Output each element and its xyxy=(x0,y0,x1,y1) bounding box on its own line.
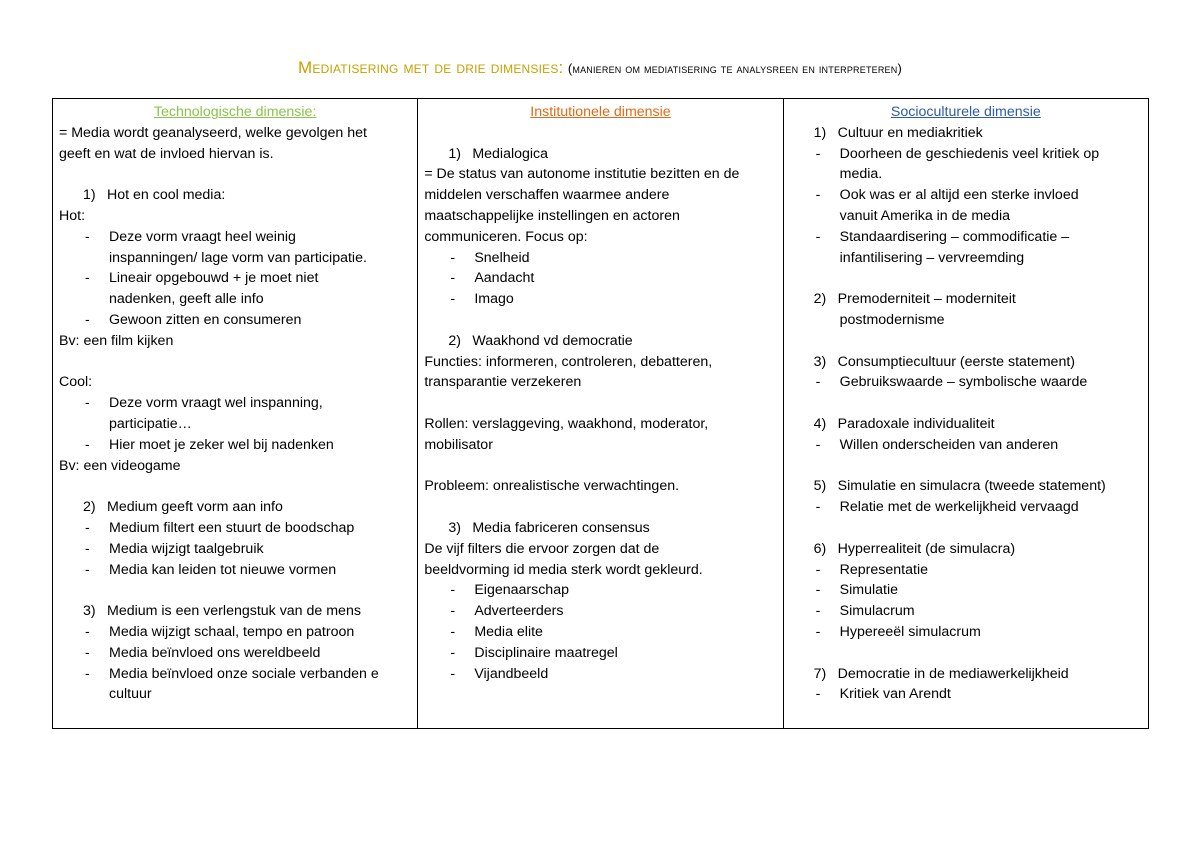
item-number: 1) xyxy=(813,124,827,141)
item-text: Hypereeël simulacrum xyxy=(839,623,981,640)
text-line: maatschappelijke instellingen en actoren xyxy=(424,207,680,224)
item-text: Representatie xyxy=(839,561,928,578)
spacer xyxy=(790,268,1142,289)
item-text: Hot en cool media: xyxy=(107,187,226,204)
dash-bullet-icon: - xyxy=(815,187,821,204)
dash-bullet-icon: - xyxy=(450,665,456,682)
text-line: transparantie verzekeren xyxy=(424,374,582,391)
continuation-line: participatie… xyxy=(109,415,192,432)
item-text: Premoderniteit – moderniteit xyxy=(837,291,1016,308)
text-line: beeldvorming id media sterk wordt gekleurd. xyxy=(424,561,703,578)
text-line: = De status van autonome institutie bezitten en de xyxy=(424,166,740,183)
item-text: Democratie in de mediawerkelijkheid xyxy=(837,665,1069,682)
item-number: 5) xyxy=(813,478,827,495)
item-number: 4) xyxy=(813,415,827,432)
spacer xyxy=(424,456,776,477)
dash-bullet-icon: - xyxy=(85,519,90,536)
title-main: Mediatisering met de drie dimensies: xyxy=(298,58,564,77)
dash-bullet-icon: - xyxy=(815,499,821,516)
item-text: Medium filtert een stuurt de boodschap xyxy=(109,519,355,536)
numbered-item xyxy=(424,331,776,352)
dash-bullet-icon: - xyxy=(815,623,821,640)
column-body xyxy=(59,123,411,705)
continuation-line: infantilisering – vervreemding xyxy=(839,249,1025,266)
title-subtitle: (manieren om mediatisering te analysreen en interpreteren) xyxy=(567,61,902,76)
item-text: Kritiek van Arendt xyxy=(839,686,951,703)
continuation-line: nadenken, geeft alle info xyxy=(109,291,264,308)
item-text: Simulatie xyxy=(839,582,899,599)
bullet-item xyxy=(59,518,411,539)
numbered-item xyxy=(790,539,1142,560)
dash-bullet-icon: - xyxy=(85,270,90,287)
text-line: Bv: een film kijken xyxy=(59,332,174,349)
text-line: Rollen: verslaggeving, waakhond, moderator, xyxy=(424,415,709,432)
item-text: Cultuur en mediakritiek xyxy=(837,124,983,141)
bullet-item xyxy=(424,289,776,310)
numbered-item xyxy=(424,518,776,539)
item-text: Waakhond vd democratie xyxy=(472,332,633,349)
item-text: Media elite xyxy=(474,623,543,640)
item-number: 3) xyxy=(83,603,96,620)
dash-bullet-icon: - xyxy=(815,145,821,162)
spacer xyxy=(59,580,411,601)
spacer xyxy=(59,352,411,373)
dash-bullet-icon: - xyxy=(450,270,456,287)
bullet-item xyxy=(790,560,1142,581)
item-number: 7) xyxy=(813,665,827,682)
numbered-item xyxy=(59,185,411,206)
item-text: Hier moet je zeker wel bij nadenken xyxy=(109,436,334,453)
text-line: geeft en wat de invloed hiervan is. xyxy=(59,145,274,162)
numbered-item xyxy=(790,123,1142,144)
dash-bullet-icon: - xyxy=(85,311,90,328)
text-line: communiceren. Focus op: xyxy=(424,228,588,245)
bullet-item xyxy=(59,539,411,560)
numbered-item xyxy=(790,414,1142,435)
dash-bullet-icon: - xyxy=(85,540,90,557)
item-text: Media wijzigt schaal, tempo en patroon xyxy=(109,623,355,640)
dash-bullet-icon: - xyxy=(85,228,90,245)
dash-bullet-icon: - xyxy=(815,561,821,578)
bullet-item xyxy=(790,497,1142,518)
item-text: Snelheid xyxy=(474,249,530,266)
bullet-item xyxy=(790,601,1142,622)
dash-bullet-icon: - xyxy=(815,686,821,703)
table-row xyxy=(53,99,1149,729)
item-text: Disciplinaire maatregel xyxy=(474,644,618,661)
item-text: Medialogica xyxy=(472,145,549,162)
item-number: 2) xyxy=(813,291,827,308)
spacer xyxy=(790,393,1142,414)
column-body xyxy=(790,123,1142,705)
bullet-item xyxy=(790,684,1142,705)
item-text: Paradoxale individualiteit xyxy=(837,415,995,432)
dash-bullet-icon: - xyxy=(450,644,456,661)
item-text: Gebruikswaarde – symbolische waarde xyxy=(839,374,1088,391)
item-text: Relatie met de werkelijkheid vervaagd xyxy=(839,499,1079,516)
item-number: 1) xyxy=(83,187,96,204)
dash-bullet-icon: - xyxy=(450,603,456,620)
item-number: 3) xyxy=(448,519,461,536)
text-line: = Media wordt geanalyseerd, welke gevolgen het xyxy=(59,124,367,141)
document-title xyxy=(0,58,1200,78)
item-number: 6) xyxy=(813,540,827,557)
bullet-item xyxy=(424,622,776,643)
item-number: 2) xyxy=(83,499,96,516)
item-number: 3) xyxy=(813,353,827,370)
bullet-item xyxy=(424,643,776,664)
item-text: Eigenaarschap xyxy=(474,582,569,599)
dash-bullet-icon: - xyxy=(450,623,456,640)
continuation-line: postmodernisme xyxy=(839,311,945,328)
item-text: Vijandbeeld xyxy=(474,665,549,682)
item-text: Simulatie en simulacra (tweede statement) xyxy=(837,478,1106,495)
numbered-item xyxy=(59,601,411,622)
column-heading-technologisch: Technologische dimensie: xyxy=(153,104,317,120)
text-line: Probleem: onrealistische verwachtingen. xyxy=(424,478,680,495)
spacer xyxy=(424,497,776,518)
spacer xyxy=(59,476,411,497)
spacer xyxy=(424,393,776,414)
dash-bullet-icon: - xyxy=(815,228,821,245)
item-text: Gewoon zitten en consumeren xyxy=(109,311,302,328)
column-institutioneel xyxy=(418,99,783,729)
bullet-item xyxy=(790,227,1142,248)
spacer xyxy=(790,331,1142,352)
dash-bullet-icon: - xyxy=(450,249,456,266)
numbered-item xyxy=(790,289,1142,310)
bullet-item xyxy=(59,560,411,581)
item-text: Standaardisering – commodificatie – xyxy=(839,228,1070,245)
spacer xyxy=(59,164,411,185)
bullet-item xyxy=(790,185,1142,206)
bullet-item xyxy=(59,622,411,643)
dash-bullet-icon: - xyxy=(85,665,90,682)
bullet-item xyxy=(59,393,411,414)
dash-bullet-icon: - xyxy=(815,582,821,599)
item-text: Willen onderscheiden van anderen xyxy=(839,436,1059,453)
item-text: Lineair opgebouwd + je moet niet xyxy=(109,270,319,287)
continuation-line: cultuur xyxy=(109,686,152,703)
dash-bullet-icon: - xyxy=(450,582,456,599)
text-line: middelen verschaffen waarmee andere xyxy=(424,187,670,204)
bullet-item xyxy=(790,372,1142,393)
text-line: Cool: xyxy=(59,374,93,391)
bullet-item xyxy=(59,268,411,289)
spacer xyxy=(424,310,776,331)
item-text: Adverteerders xyxy=(474,603,564,620)
item-text: Consumptiecultuur (eerste statement) xyxy=(837,353,1076,370)
bullet-item xyxy=(424,580,776,601)
spacer xyxy=(790,456,1142,477)
column-socioculturel xyxy=(783,99,1148,729)
numbered-item xyxy=(790,352,1142,373)
bullet-item xyxy=(59,227,411,248)
bullet-item xyxy=(424,601,776,622)
item-text: Hyperrealiteit (de simulacra) xyxy=(837,540,1016,557)
column-body xyxy=(424,123,776,685)
text-line: De vijf filters die ervoor zorgen dat de xyxy=(424,540,660,557)
numbered-item xyxy=(59,497,411,518)
item-text: Media wijzigt taalgebruik xyxy=(109,540,264,557)
continuation-line: inspanningen/ lage vorm van participatie. xyxy=(109,249,367,266)
dash-bullet-icon: - xyxy=(85,623,90,640)
text-line: mobilisator xyxy=(424,436,493,453)
bullet-item xyxy=(790,622,1142,643)
item-text: Aandacht xyxy=(474,270,535,287)
item-text: Media beïnvloed onze sociale verbanden e xyxy=(109,665,379,682)
item-number: 1) xyxy=(448,145,461,162)
column-technologisch xyxy=(53,99,418,729)
spacer xyxy=(424,123,776,144)
item-text: Media kan leiden tot nieuwe vormen xyxy=(109,561,337,578)
item-text: Medium geeft vorm aan info xyxy=(107,499,283,516)
bullet-item xyxy=(59,310,411,331)
dash-bullet-icon: - xyxy=(815,436,821,453)
bullet-item xyxy=(59,664,411,685)
item-text: Imago xyxy=(474,291,514,308)
bullet-item xyxy=(424,664,776,685)
bullet-item xyxy=(59,643,411,664)
item-text: Media beïnvloed ons wereldbeeld xyxy=(109,644,321,661)
bullet-item xyxy=(59,435,411,456)
numbered-item xyxy=(424,144,776,165)
bullet-item xyxy=(790,435,1142,456)
text-line: Hot: xyxy=(59,207,86,224)
dash-bullet-icon: - xyxy=(85,561,90,578)
dash-bullet-icon: - xyxy=(450,291,456,308)
continuation-line: media. xyxy=(839,166,883,183)
bullet-item xyxy=(424,268,776,289)
spacer xyxy=(790,518,1142,539)
column-heading-institutioneel: Institutionele dimensie xyxy=(530,104,671,120)
dash-bullet-icon: - xyxy=(815,603,821,620)
dimensions-table xyxy=(52,98,1149,729)
numbered-item xyxy=(790,476,1142,497)
item-text: Doorheen de geschiedenis veel kritiek op xyxy=(839,145,1100,162)
item-text: Deze vorm vraagt wel inspanning, xyxy=(109,395,323,412)
bullet-item xyxy=(790,580,1142,601)
dash-bullet-icon: - xyxy=(85,436,90,453)
dash-bullet-icon: - xyxy=(815,374,821,391)
dash-bullet-icon: - xyxy=(85,395,90,412)
item-text: Media fabriceren consensus xyxy=(472,519,650,536)
numbered-item xyxy=(790,664,1142,685)
spacer xyxy=(790,643,1142,664)
column-heading-socioculturel: Socioculturele dimensie xyxy=(890,104,1041,120)
item-number: 2) xyxy=(448,332,461,349)
bullet-item xyxy=(790,144,1142,165)
continuation-line: vanuit Amerika in de media xyxy=(839,207,1010,224)
text-line: Functies: informeren, controleren, debatteren, xyxy=(424,353,713,370)
item-text: Medium is een verlengstuk van de mens xyxy=(107,603,361,620)
dash-bullet-icon: - xyxy=(85,644,90,661)
item-text: Deze vorm vraagt heel weinig xyxy=(109,228,296,245)
item-text: Ook was er al altijd een sterke invloed xyxy=(839,187,1079,204)
text-line: Bv: een videogame xyxy=(59,457,181,474)
item-text: Simulacrum xyxy=(839,603,915,620)
bullet-item xyxy=(424,248,776,269)
